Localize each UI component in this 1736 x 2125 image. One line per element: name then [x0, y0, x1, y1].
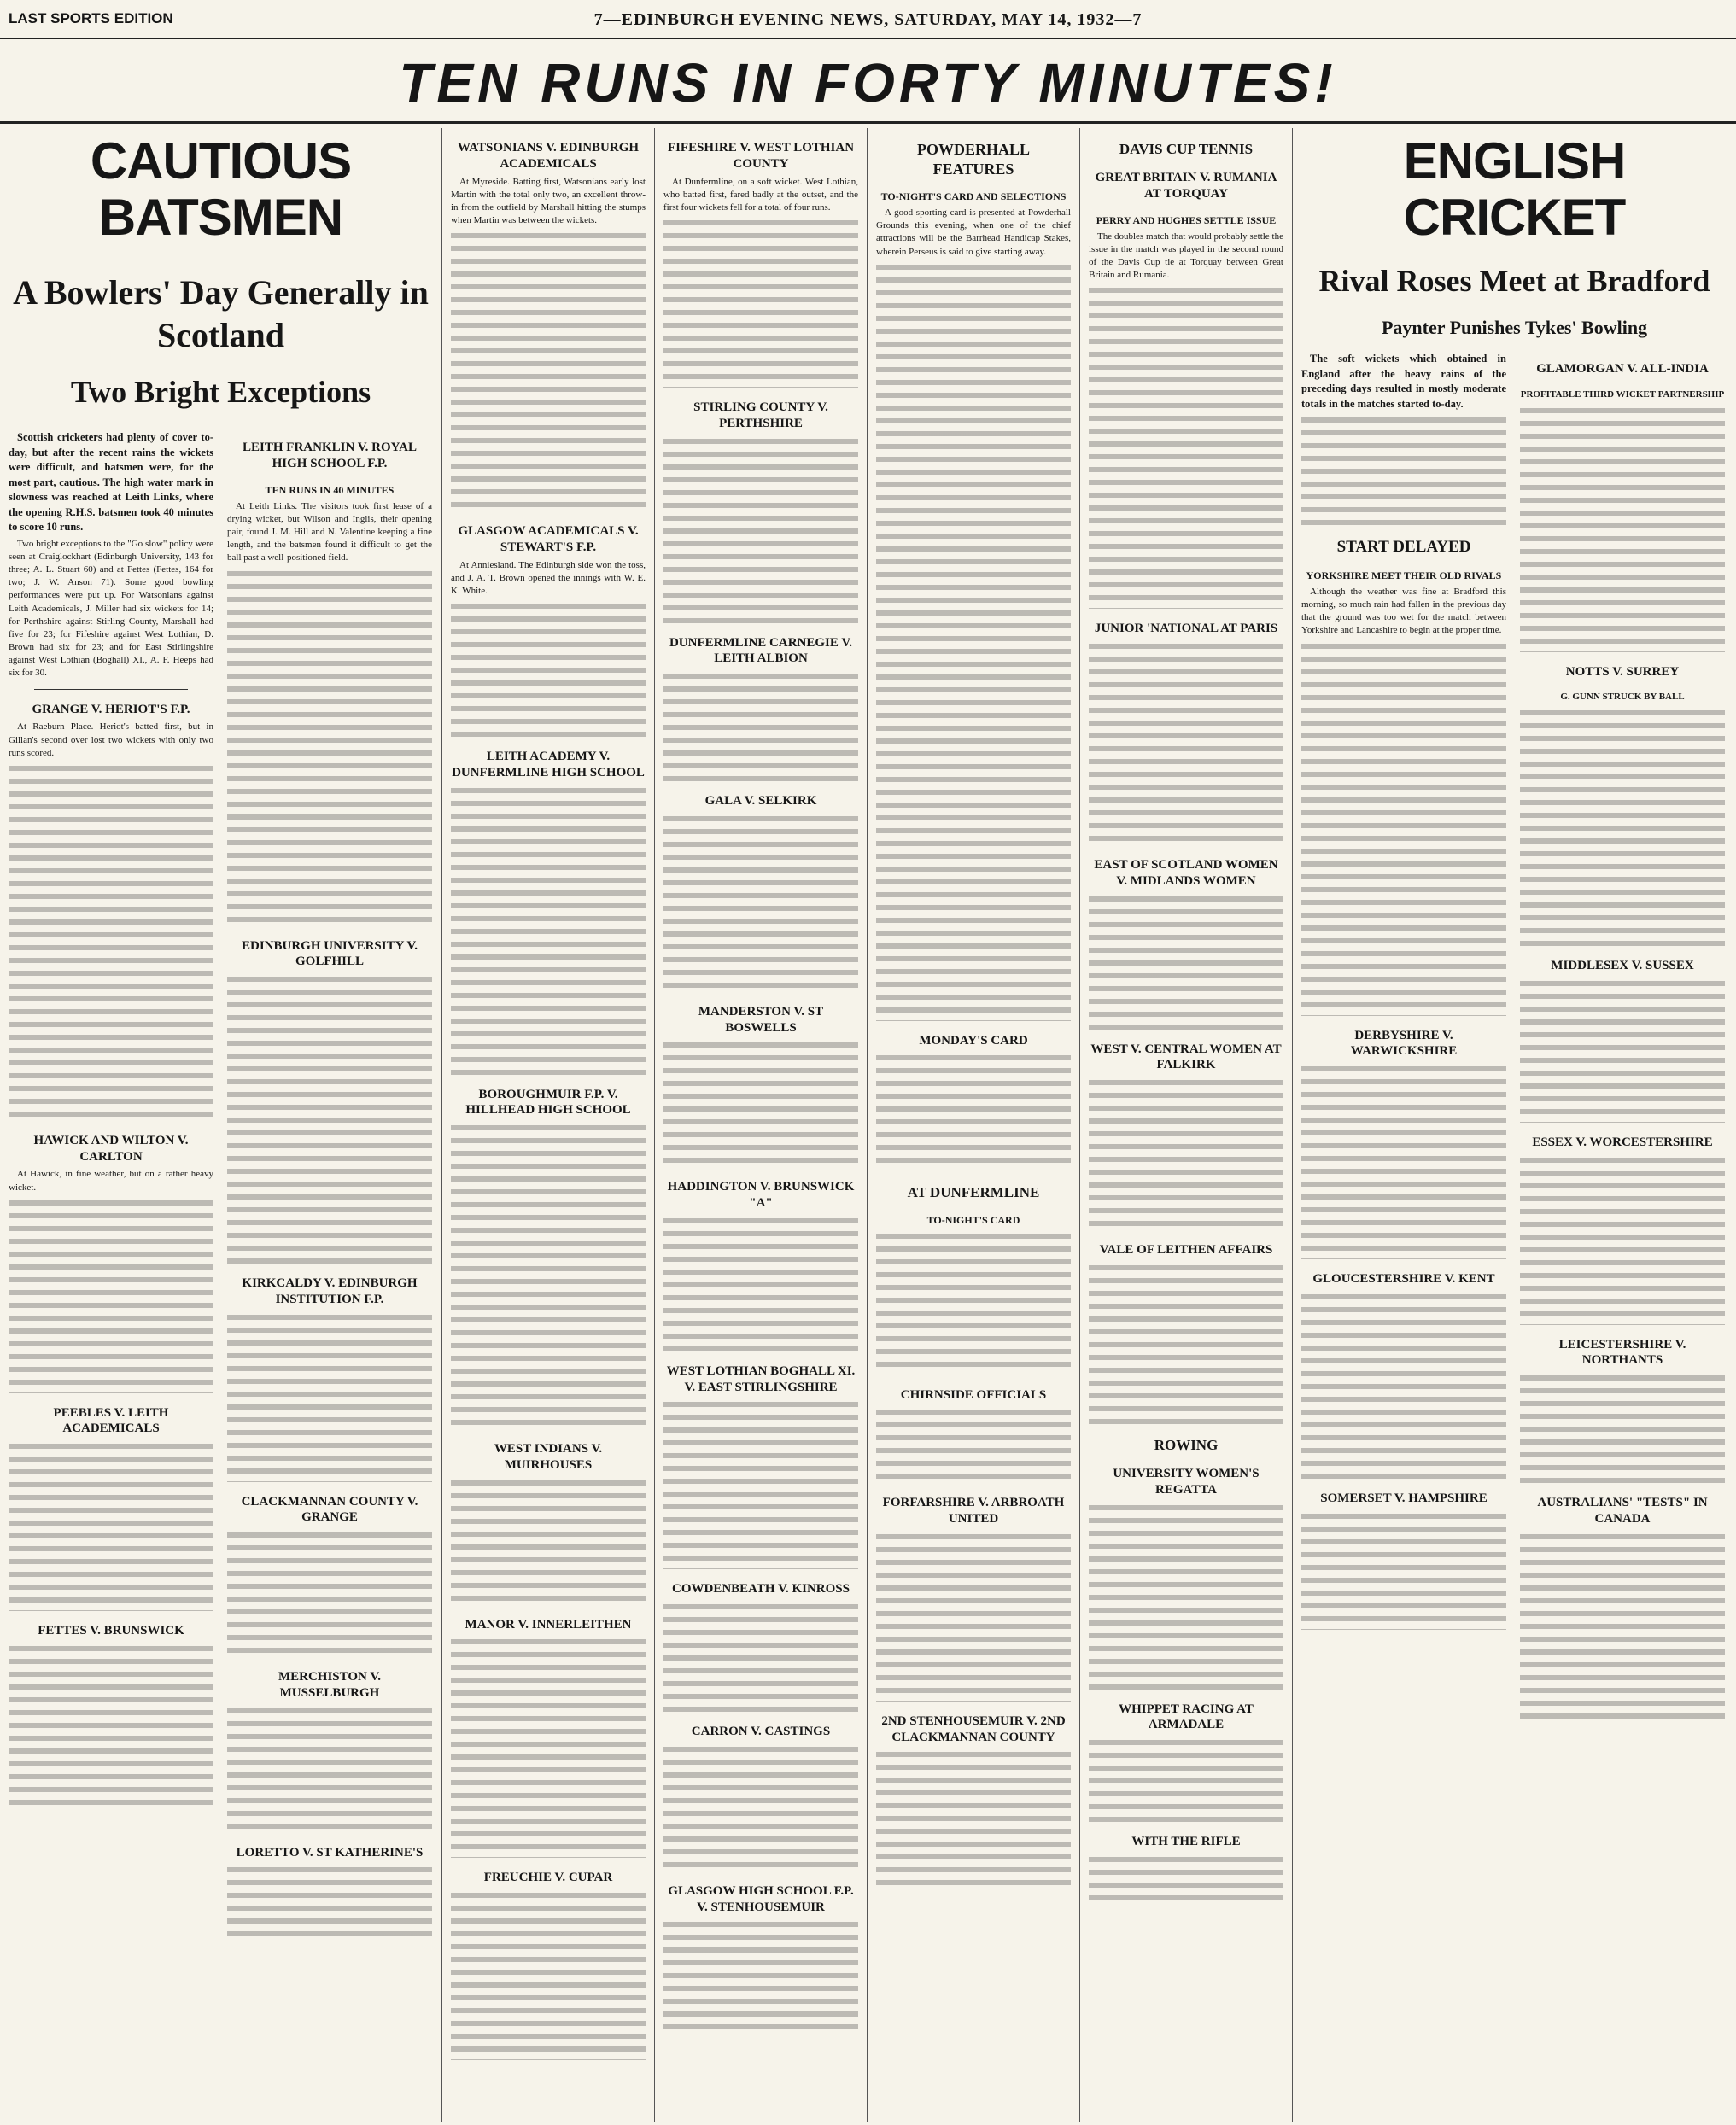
scorecard-forfarshire: [876, 1531, 1071, 1702]
subheading-perry-hughes: PERRY AND HUGHES SETTLE ISSUE: [1096, 213, 1277, 226]
text-grange: At Raeburn Place. Heriot's batted first, but in Gillan's second over lost two wickets with only two runs scored.: [9, 721, 213, 758]
heading-whippet-racing: WHIPPET RACING AT ARMADALE: [1119, 1702, 1254, 1732]
racecard-dunfermline: [876, 1230, 1071, 1375]
heading-merchiston: MERCHISTON V. MUSSELBURGH: [278, 1670, 382, 1700]
subheading-regatta: UNIVERSITY WOMEN'S REGATTA: [1113, 1467, 1260, 1497]
heading-peebles: PEEBLES V. LEITH ACADEMICALS: [53, 1405, 169, 1436]
scorecard-haddington: [663, 1215, 858, 1351]
heading-boroughmuir: BOROUGHMUIR F.P. V. HILLHEAD HIGH SCHOOL: [465, 1087, 631, 1118]
col6-subhead-2: Paynter Punishes Tykes' Bowling: [1381, 317, 1648, 339]
scorecard-west-lothian-boghall: [663, 1398, 858, 1569]
heading-kirkcaldy: KIRKCALDY V. EDINBURGH INSTITUTION F.P.: [242, 1276, 418, 1306]
scorecard-essex: [1520, 1154, 1725, 1325]
scorecard-leicestershire: [1520, 1372, 1725, 1483]
heading-east-scotland-women: EAST OF SCOTLAND WOMEN V. MIDLANDS WOMEN: [1094, 858, 1278, 888]
col1-left: [9, 428, 213, 1941]
heading-hawick: HAWICK AND WILTON V. CARLTON: [33, 1133, 189, 1164]
heading-with-the-rifle: WITH THE RIFLE: [1131, 1835, 1241, 1849]
col1-title: CAUTIOUS BATSMEN: [90, 132, 352, 246]
scorecard-gloucestershire: [1301, 1291, 1506, 1479]
text-whippet-racing: [1089, 1737, 1283, 1822]
col6-title: ENGLISH CRICKET: [1403, 132, 1626, 246]
text-roses-match: [1301, 640, 1506, 1016]
scorecard-glasgow-academicals: [451, 600, 646, 737]
scorecard-derbyshire: [1301, 1063, 1506, 1259]
scorecard-somerset: [1301, 1510, 1506, 1630]
col1-lead: Scottish cricketers had plenty of cover to-day, but after the recent rains the wickets were difficult, and batsmen were, for the most part, cautious. The high water mark in slowness was reached at Leith Links, where the opening R.H.S. batsmen took 40 minutes to score 10 runs.: [9, 431, 213, 534]
heading-davis-cup: DAVIS CUP TENNIS: [1119, 141, 1254, 157]
heading-stirling-county: STIRLING COUNTY V. PERTHSHIRE: [693, 400, 828, 430]
heading-clackmannan: CLACKMANNAN COUNTY V. GRANGE: [241, 1494, 418, 1525]
heading-gala: GALA V. SELKIRK: [704, 794, 817, 809]
text-regatta: [1089, 1502, 1283, 1690]
scorecard-grange: [9, 762, 213, 1121]
scorecard-west-indians: [451, 1477, 646, 1605]
scorecard-gala: [663, 813, 858, 992]
heading-manor: MANOR V. INNERLEITHEN: [465, 1617, 632, 1632]
heading-manderston: MANDERSTON V. ST BOSWELLS: [698, 1004, 824, 1035]
scorecard-merchiston: [227, 1705, 432, 1833]
heading-grange-heriots: GRANGE V. HERIOT'S F.P.: [32, 702, 190, 716]
scorecard-kirkcaldy: [227, 1311, 432, 1482]
heading-vale-of-leithen: VALE OF LEITHEN AFFAIRS: [1099, 1243, 1273, 1258]
scorecard-stirling-county: [663, 435, 858, 623]
heading-derbyshire: DERBYSHIRE V. WARWICKSHIRE: [1350, 1028, 1458, 1059]
heading-essex: ESSEX V. WORCESTERSHIRE: [1532, 1135, 1713, 1149]
scorecard-manderston: [663, 1039, 858, 1167]
scorecard-manor: [451, 1636, 646, 1858]
subheading-gunn: G. GUNN STRUCK BY BALL: [1560, 692, 1685, 703]
heading-notts: NOTTS V. SURREY: [1565, 664, 1680, 679]
main-headline: TEN RUNS IN FORTY MINUTES!: [399, 52, 1337, 114]
scorecard-dunfermline-carnegie: [663, 670, 858, 781]
col6-right: [1520, 349, 1725, 1719]
heading-freuchie: FREUCHIE V. CUPAR: [483, 1871, 613, 1885]
column-english-cricket: [1293, 128, 1736, 2122]
heading-powderhall: POWDERHALL FEATURES: [916, 141, 1030, 178]
scorecard-fettes: [9, 1643, 213, 1813]
heading-dunfermline-carnegie: DUNFERMLINE CARNEGIE V. LEITH ALBION: [669, 635, 853, 666]
text-vale-of-leithen: [1089, 1262, 1283, 1424]
text-fifeshire: At Dunfermline, on a soft wicket. West Lothian, who batted first, fared badly at the outset, and the first four wickets fell for a total of four runs.: [663, 176, 858, 213]
text-leith: At Leith Links. The visitors took first lease of a drying wicket, but Wilson and Inglis, their opening pair, found J. M. Hill and N. Valentine keeping a fine length, and the batsmen found it difficult to get the ball past a well-positioned field.: [227, 500, 432, 563]
heading-leith-academy: LEITH ACADEMY V. DUNFERMLINE HIGH SCHOOL: [452, 750, 645, 779]
heading-leith-franklin: LEITH FRANKLIN V. ROYAL HIGH SCHOOL F.P.: [243, 441, 417, 470]
heading-haddington: HADDINGTON V. BRUNSWICK "A": [667, 1180, 855, 1211]
text-east-scotland-women: [1089, 893, 1283, 1030]
text-west-central-women: [1089, 1077, 1283, 1230]
text-davis-cup: The doubles match that would probably settle the issue in the match was played in the second round of the Davis Cup tie at Torquay between Great Britain and Rumania.: [1089, 231, 1283, 281]
heading-glasgow-academicals: GLASGOW ACADEMICALS V. STEWART'S F.P.: [458, 524, 639, 554]
heading-fettes: FETTES V. BRUNSWICK: [38, 1624, 184, 1638]
column-fifeshire: [655, 128, 868, 2122]
text-davis-cup-body: [1089, 284, 1283, 609]
text-powderhall: A good sporting card is presented at Powderhall Grounds this evening, when one of the chief attractions will be the Barrhead Handicap Stakes, wherein Perseus is said to give starting away.: [876, 207, 1071, 257]
heading-glasgow-high-school: GLASGOW HIGH SCHOOL F.P. V. STENHOUSEMUIR: [668, 1883, 854, 1914]
heading-glamorgan: GLAMORGAN V. ALL-INDIA: [1536, 362, 1709, 377]
col1-body: Two bright exceptions to the "Go slow" policy were seen at Craiglockhart (Edinburgh University, 143 for three; A. L. Stuart 60) and at Fettes (Fettes, 164 for two; J. W. Anson 71). Some good bowling performances were put up. For Watsonians against Leith Academicals, J. Miller had six wickets for 14; for Perthshire against Stirling County, Marshall had five for 23; for Fifeshire against West Lothian, D. Brown had six for 23; and for East Stirlingshire against West Lothian (Boghall) XI., A. F. Heeps had six for 30.: [9, 538, 213, 679]
text-start-delayed: Although the weather was fine at Bradford this morning, so much rain had fallen in the previous day that the ground was too wet for the match between Yorkshire and Lancashire to begin at the proper time.: [1301, 586, 1506, 636]
scorecard-watsonians: [451, 230, 646, 511]
scorecard-freuchie: [451, 1889, 646, 2060]
scorecard-peebles: [9, 1440, 213, 1611]
heading-junior-national: JUNIOR 'NATIONAL AT PARIS: [1094, 622, 1278, 636]
scorecard-clackmannan: [227, 1529, 432, 1657]
col6-subhead: Rival Roses Meet at Bradford: [1318, 264, 1710, 298]
heading-forfarshire: FORFARSHIRE V. ARBROATH UNITED: [882, 1496, 1065, 1527]
heading-west-indians: WEST INDIANS V. MUIRHOUSES: [494, 1442, 603, 1472]
heading-cowdenbeath: COWDENBEATH V. KINROSS: [672, 1582, 850, 1597]
column-watsonians: [442, 128, 655, 2122]
scorecard-loretto: [227, 1864, 432, 1941]
racecard-powderhall: [876, 261, 1071, 1021]
dateline: 7—EDINBURGH EVENING NEWS, SATURDAY, MAY 14, 1932—7: [593, 10, 1143, 29]
heading-rowing: ROWING: [1154, 1436, 1219, 1453]
text-junior-national: [1089, 640, 1283, 845]
text-with-the-rifle: [1089, 1854, 1283, 1905]
scorecard-middlesex: [1520, 978, 1725, 1123]
heading-australians-canada: AUSTRALIANS' "TESTS" IN CANADA: [1537, 1496, 1708, 1526]
heading-middlesex: MIDDLESEX V. SUSSEX: [1551, 959, 1694, 973]
subheading-great-britain: GREAT BRITAIN V. RUMANIA AT TORQUAY: [1095, 171, 1277, 201]
heading-west-lothian-boghall: WEST LOTHIAN BOGHALL XI. V. EAST STIRLINGSHIRE: [666, 1363, 856, 1394]
col1-subhead-2: Two Bright Exceptions: [70, 375, 371, 409]
heading-leicestershire: LEICESTERSHIRE V. NORTHANTS: [1558, 1337, 1686, 1368]
scorecard-glamorgan: [1520, 405, 1725, 652]
scorecard-stenhousemuir: [876, 1748, 1071, 1885]
subheading-tonights-card: TO-NIGHT'S CARD: [926, 1213, 1020, 1226]
heading-west-central-women: WEST V. CENTRAL WOMEN AT FALKIRK: [1090, 1042, 1282, 1072]
column-cautious-batsmen: [0, 128, 442, 2122]
heading-somerset: SOMERSET V. HAMPSHIRE: [1320, 1491, 1488, 1505]
scorecard-leith-academy: [451, 785, 646, 1075]
text-hawick: At Hawick, in fine weather, but on a rather heavy wicket.: [9, 1169, 213, 1193]
headline-rule: [0, 121, 1736, 124]
scorecard-hawick: [9, 1197, 213, 1393]
heading-loretto: LORETTO V. ST KATHERINE'S: [236, 1845, 424, 1859]
scorecard-carron: [663, 1743, 858, 1871]
racecard-monday: [876, 1052, 1071, 1171]
heading-at-dunfermline: AT DUNFERMLINE: [907, 1184, 1040, 1201]
masthead: [0, 0, 1736, 39]
heading-edinburgh-university: EDINBURGH UNIVERSITY V. GOLFHILL: [241, 938, 418, 969]
text-watsonians: At Myreside. Batting first, Watsonians early lost Martin with the total only two, an excellent throw-in from the outfield by Marshall hitting the stumps when Martin was between the wickets.: [451, 176, 646, 226]
subheading-glamorgan: PROFITABLE THIRD WICKET PARTNERSHIP: [1520, 388, 1725, 400]
heading-mondays-card: MONDAY'S CARD: [919, 1033, 1028, 1048]
scorecard-notts: [1520, 707, 1725, 946]
scorecard-glasgow-high-school: [663, 1918, 858, 2029]
column-powderhall: [868, 128, 1080, 2122]
edition-label: LAST SPORTS EDITION: [9, 10, 173, 26]
col6-left: [1301, 349, 1506, 1719]
scorecard-leith: [227, 568, 432, 926]
subheading-powderhall: TO-NIGHT'S CARD AND SELECTIONS: [880, 190, 1067, 202]
scorecard-cowdenbeath: [663, 1601, 858, 1712]
heading-stenhousemuir: 2ND STENHOUSEMUIR V. 2ND CLACKMANNAN COUNTY: [881, 1713, 1066, 1744]
text-english-intro: [1301, 414, 1506, 525]
text-australians-canada: [1520, 1531, 1725, 1719]
heading-watsonians: WATSONIANS V. EDINBURGH ACADEMICALS: [457, 141, 640, 171]
heading-gloucestershire: GLOUCESTERSHIRE V. KENT: [1312, 1272, 1495, 1287]
text-glasgow-academicals: At Anniesland. The Edinburgh side won the toss, and J. A. T. Brown opened the innings with W. E. K. White.: [451, 559, 646, 597]
col1-subhead: A Bowlers' Day Generally in Scotland: [13, 273, 429, 354]
heading-fifeshire: FIFESHIRE V. WEST LOTHIAN COUNTY: [667, 141, 855, 171]
scorecard-fifeshire: [663, 217, 858, 388]
scorecard-edinburgh-university: [227, 973, 432, 1264]
subheading-ten-runs: TEN RUNS IN 40 MINUTES: [265, 483, 395, 496]
col6-lead: The soft wickets which obtained in England after the heavy rains of the preceding days resulted in mostly moderate totals in the matches started to-day.: [1301, 353, 1506, 410]
heading-chirnside: CHIRNSIDE OFFICIALS: [900, 1387, 1047, 1402]
text-chirnside: [876, 1406, 1071, 1483]
heading-start-delayed: START DELAYED: [1336, 538, 1471, 557]
column-davis-cup: [1080, 128, 1293, 2122]
scorecard-boroughmuir: [451, 1122, 646, 1429]
heading-carron: CARRON V. CASTINGS: [691, 1725, 831, 1739]
col1-right: [227, 428, 432, 1941]
subheading-yorkshire: YORKSHIRE MEET THEIR OLD RIVALS: [1306, 569, 1502, 581]
